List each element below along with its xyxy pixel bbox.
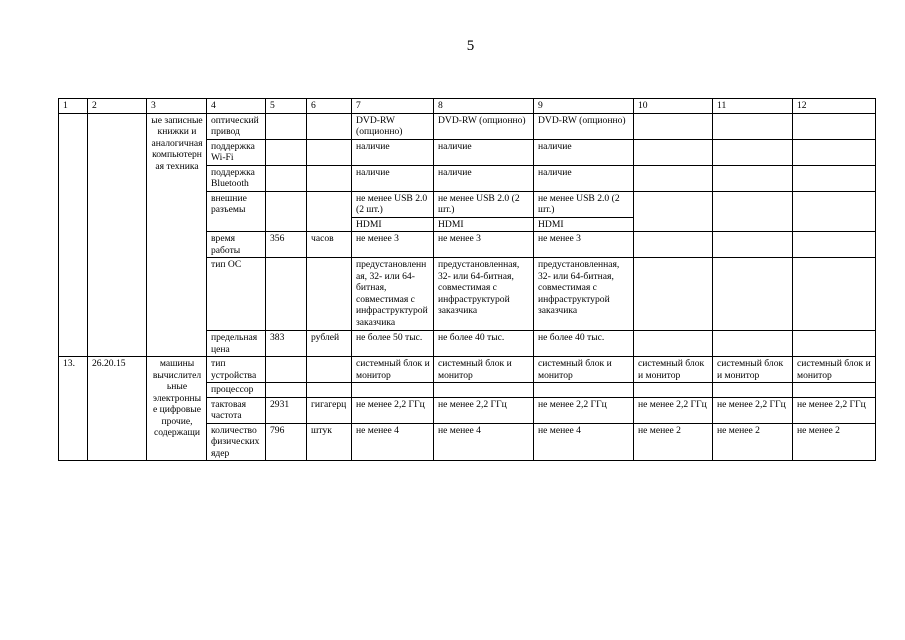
value-cell: HDMI <box>352 217 434 232</box>
value-cell: наличие <box>534 139 634 165</box>
value-cell: DVD-RW (опционно) <box>434 113 534 139</box>
column-number: 4 <box>207 99 266 114</box>
value-cell: не менее 2 <box>713 423 793 461</box>
value-cell <box>713 191 793 232</box>
value-cell <box>634 232 713 258</box>
value-cell: предустановленная, 32- или 64-битная, совместимая с инфраструктурой заказчика <box>434 258 534 331</box>
value-cell: HDMI <box>434 217 534 232</box>
unit-code-cell <box>266 165 307 191</box>
unit-name-cell: гигагерц <box>307 397 352 423</box>
value-cell <box>793 331 876 357</box>
value-cell: не менее 4 <box>534 423 634 461</box>
value-cell <box>634 191 713 232</box>
value-cell <box>634 139 713 165</box>
attribute-cell: количество физических ядер <box>207 423 266 461</box>
unit-code-cell <box>266 258 307 331</box>
value-cell <box>634 258 713 331</box>
unit-name-cell: штук <box>307 423 352 461</box>
column-number: 12 <box>793 99 876 114</box>
value-cell <box>793 113 876 139</box>
item-name-cell: ые записные книжки и аналогичная компьютерная техника <box>147 113 207 357</box>
unit-name-cell <box>307 113 352 139</box>
specification-table <box>58 98 876 461</box>
attribute-cell: тип устройства <box>207 357 266 383</box>
value-cell: системный блок и монитор <box>793 357 876 383</box>
value-cell <box>713 165 793 191</box>
unit-code-cell: 356 <box>266 232 307 258</box>
column-number: 7 <box>352 99 434 114</box>
value-cell: системный блок и монитор <box>434 357 534 383</box>
value-cell: не менее 2,2 ГГц <box>434 397 534 423</box>
value-cell: системный блок и монитор <box>352 357 434 383</box>
value-cell <box>713 383 793 398</box>
value-cell: наличие <box>352 165 434 191</box>
value-cell: системный блок и монитор <box>534 357 634 383</box>
table-row <box>59 357 876 383</box>
value-cell <box>634 165 713 191</box>
column-number: 6 <box>307 99 352 114</box>
value-cell: не менее 2,2 ГГц <box>352 397 434 423</box>
column-number: 9 <box>534 99 634 114</box>
value-cell <box>793 258 876 331</box>
value-cell: наличие <box>534 165 634 191</box>
value-cell <box>793 383 876 398</box>
value-cell: не менее USB 2.0 (2 шт.) <box>352 191 434 217</box>
value-cell: не менее 4 <box>434 423 534 461</box>
value-cell: не более 50 тыс. <box>352 331 434 357</box>
item-name-cell: машины вычислительные электронные цифровые прочие, содержащи <box>147 357 207 461</box>
value-cell: наличие <box>434 165 534 191</box>
value-cell: системный блок и монитор <box>713 357 793 383</box>
unit-code-cell: 383 <box>266 331 307 357</box>
value-cell <box>352 383 434 398</box>
attribute-cell: поддержка Wi-Fi <box>207 139 266 165</box>
unit-code-cell: 796 <box>266 423 307 461</box>
value-cell: не менее 3 <box>434 232 534 258</box>
column-number: 2 <box>88 99 147 114</box>
value-cell: системный блок и монитор <box>634 357 713 383</box>
value-cell <box>793 191 876 232</box>
item-number-cell: 13. <box>59 357 88 461</box>
value-cell: HDMI <box>534 217 634 232</box>
okpd-code-cell: 26.20.15 <box>88 357 147 461</box>
okpd-code-cell <box>88 113 147 357</box>
value-cell: наличие <box>352 139 434 165</box>
unit-code-cell <box>266 113 307 139</box>
value-cell: DVD-RW (опционно) <box>534 113 634 139</box>
unit-name-cell <box>307 258 352 331</box>
attribute-cell: процессор <box>207 383 266 398</box>
unit-name-cell <box>307 191 352 232</box>
attribute-cell: поддержка Bluetooth <box>207 165 266 191</box>
value-cell: не менее USB 2.0 (2 шт.) <box>534 191 634 217</box>
attribute-cell: оптический привод <box>207 113 266 139</box>
attribute-cell: внешние разъемы <box>207 191 266 232</box>
value-cell <box>713 331 793 357</box>
unit-name-cell <box>307 357 352 383</box>
value-cell: не менее 2 <box>793 423 876 461</box>
unit-name-cell <box>307 165 352 191</box>
value-cell: не менее USB 2.0 (2 шт.) <box>434 191 534 217</box>
unit-code-cell <box>266 191 307 232</box>
unit-name-cell: часов <box>307 232 352 258</box>
attribute-cell: предельная цена <box>207 331 266 357</box>
unit-code-cell <box>266 139 307 165</box>
unit-code-cell <box>266 357 307 383</box>
value-cell: DVD-RW (опционно) <box>352 113 434 139</box>
unit-name-cell <box>307 139 352 165</box>
unit-name-cell <box>307 383 352 398</box>
value-cell: не менее 3 <box>534 232 634 258</box>
value-cell: не менее 2,2 ГГц <box>713 397 793 423</box>
value-cell: не более 40 тыс. <box>434 331 534 357</box>
attribute-cell: тактовая частота <box>207 397 266 423</box>
value-cell <box>534 383 634 398</box>
column-number: 3 <box>147 99 207 114</box>
value-cell: не менее 4 <box>352 423 434 461</box>
column-number: 10 <box>634 99 713 114</box>
value-cell: не менее 2,2 ГГц <box>534 397 634 423</box>
table-row <box>59 113 876 139</box>
value-cell <box>634 113 713 139</box>
value-cell: предустановленная, 32- или 64-битная, совместимая с инфраструктурой заказчика <box>534 258 634 331</box>
column-number: 11 <box>713 99 793 114</box>
value-cell <box>634 331 713 357</box>
value-cell: не менее 3 <box>352 232 434 258</box>
value-cell <box>713 139 793 165</box>
value-cell <box>634 383 713 398</box>
unit-code-cell <box>266 383 307 398</box>
page-number: 5 <box>466 38 475 54</box>
value-cell: предустановленная, 32- или 64-битная, совместимая с инфраструктурой заказчика <box>352 258 434 331</box>
value-cell <box>793 165 876 191</box>
attribute-cell: время работы <box>207 232 266 258</box>
value-cell <box>793 232 876 258</box>
unit-code-cell: 2931 <box>266 397 307 423</box>
value-cell: не менее 2,2 ГГц <box>793 397 876 423</box>
header-number-row <box>59 99 876 114</box>
item-number-cell <box>59 113 88 357</box>
column-number: 1 <box>59 99 88 114</box>
value-cell: не менее 2,2 ГГц <box>634 397 713 423</box>
value-cell <box>713 232 793 258</box>
value-cell: не более 40 тыс. <box>534 331 634 357</box>
attribute-cell: тип ОС <box>207 258 266 331</box>
column-number: 8 <box>434 99 534 114</box>
value-cell: наличие <box>434 139 534 165</box>
unit-name-cell: рублей <box>307 331 352 357</box>
value-cell <box>793 139 876 165</box>
value-cell <box>713 258 793 331</box>
column-number: 5 <box>266 99 307 114</box>
value-cell <box>434 383 534 398</box>
value-cell <box>713 113 793 139</box>
value-cell: не менее 2 <box>634 423 713 461</box>
